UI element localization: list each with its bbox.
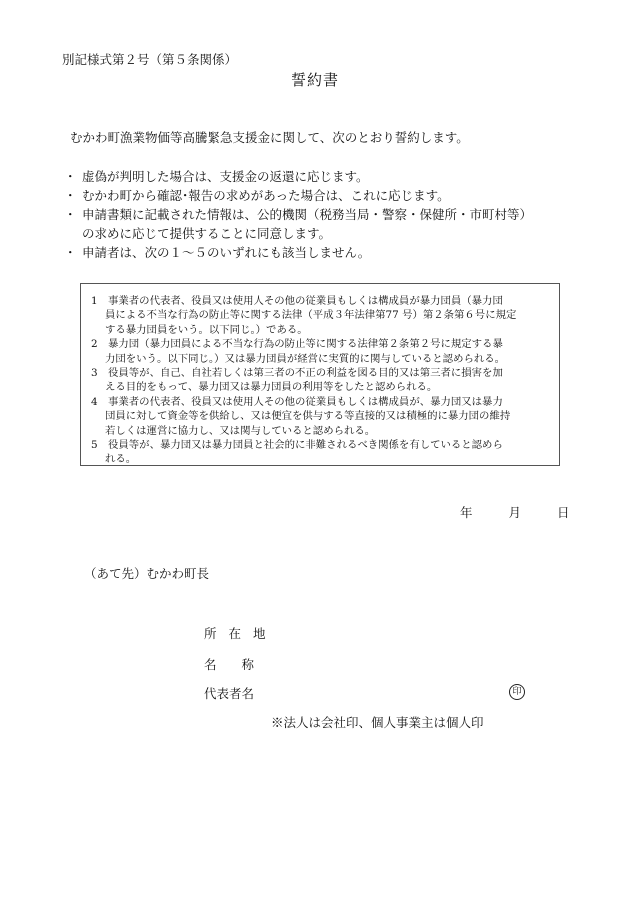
pledge-text: 申請書類に記載された情報は、公的機関（税務当局・警察・保健所・市町村等） — [82, 207, 533, 222]
form-number-label: 別記様式第２号（第５条関係） — [62, 52, 238, 67]
pledge-item — [62, 167, 582, 186]
condition-line: 3 役員等が、自己、自社若しくは第三者の不正の利益を図る目的又は第三者に損害を加 — [91, 367, 503, 380]
conditions-box — [80, 283, 560, 466]
condition-line: 4 事業者の代表者、役員又は使用人その他の従業員もしくは構成員が、暴力団又は暴力 — [91, 395, 503, 408]
condition-item — [91, 366, 551, 395]
bullet: ・ — [64, 188, 77, 203]
pledge-text: むかわ町から確認･報告の求めがあった場合は、これに応じます。 — [82, 188, 450, 203]
condition-line: 5 役員等が、暴力団又は暴力団員と社会的に非難されるべき関係を有していると認めら — [91, 439, 503, 452]
pledge-list — [62, 167, 582, 262]
pledge-text: 虚偽が判明した場合は、支援金の返還に応じます。 — [82, 169, 369, 184]
condition-line: える目的をもって、暴力団又は暴力団員の利用等をしたと認められる。 — [105, 381, 438, 394]
date-month-label: 月 — [508, 505, 521, 520]
condition-item — [91, 294, 551, 337]
date-line — [460, 503, 569, 521]
pledge-item — [62, 205, 582, 243]
condition-line: 2 暴力団（暴力団員による不当な行為の防止等に関する法律第２条第２号に規定する暴 — [91, 338, 503, 351]
condition-line: 力団をいう。以下同じ。）又は暴力団員が経営に実質的に関与していると認められる。 — [105, 352, 506, 365]
condition-item — [91, 395, 551, 438]
condition-line: 員による不当な行為の防止等に関する法律（平成３年法律第77 号）第２条第６号に規定 — [105, 309, 517, 322]
address-field-label: 所 在 地 — [204, 626, 270, 641]
name-field-label: 名 称 — [204, 657, 255, 672]
condition-line: 若しくは運営に協力し、又は関与していると認められる。 — [105, 424, 376, 437]
pledge-text: 申請者は、次の１～５のいずれにも該当しません。 — [82, 245, 371, 260]
representative-field-label: 代表者名 — [204, 686, 255, 701]
condition-item — [91, 438, 551, 467]
pledge-item — [62, 243, 582, 262]
bullet: ・ — [64, 169, 77, 184]
bullet: ・ — [64, 245, 77, 260]
intro-statement: むかわ町漁業物価等高騰緊急支援金に関して、次のとおり誓約します。 — [70, 130, 469, 145]
addressee: （あて先）むかわ町長 — [84, 566, 210, 581]
condition-line: 団員に対して資金等を供給し、又は便宜を供与する等直接的又は積極的に暴力団の維持 — [105, 410, 511, 423]
seal-note: ※法人は会社印、個人事業主は個人印 — [271, 715, 484, 730]
pledge-text-continued: の求めに応じて提供することに同意します。 — [82, 226, 332, 241]
condition-item — [91, 337, 551, 366]
seal-mark-icon: 印 — [509, 684, 525, 700]
date-year-label: 年 — [460, 505, 473, 520]
condition-line: れる。 — [105, 453, 137, 466]
condition-line: 1 事業者の代表者、役員又は使用人その他の従業員もしくは構成員が暴力団員（暴力団 — [91, 295, 503, 307]
bullet: ・ — [64, 207, 77, 222]
pledge-item — [62, 186, 582, 205]
date-day-label: 日 — [556, 505, 570, 520]
condition-line: する暴力団員をいう。以下同じ。）である。 — [105, 323, 308, 336]
document-title: 誓約書 — [290, 71, 339, 89]
